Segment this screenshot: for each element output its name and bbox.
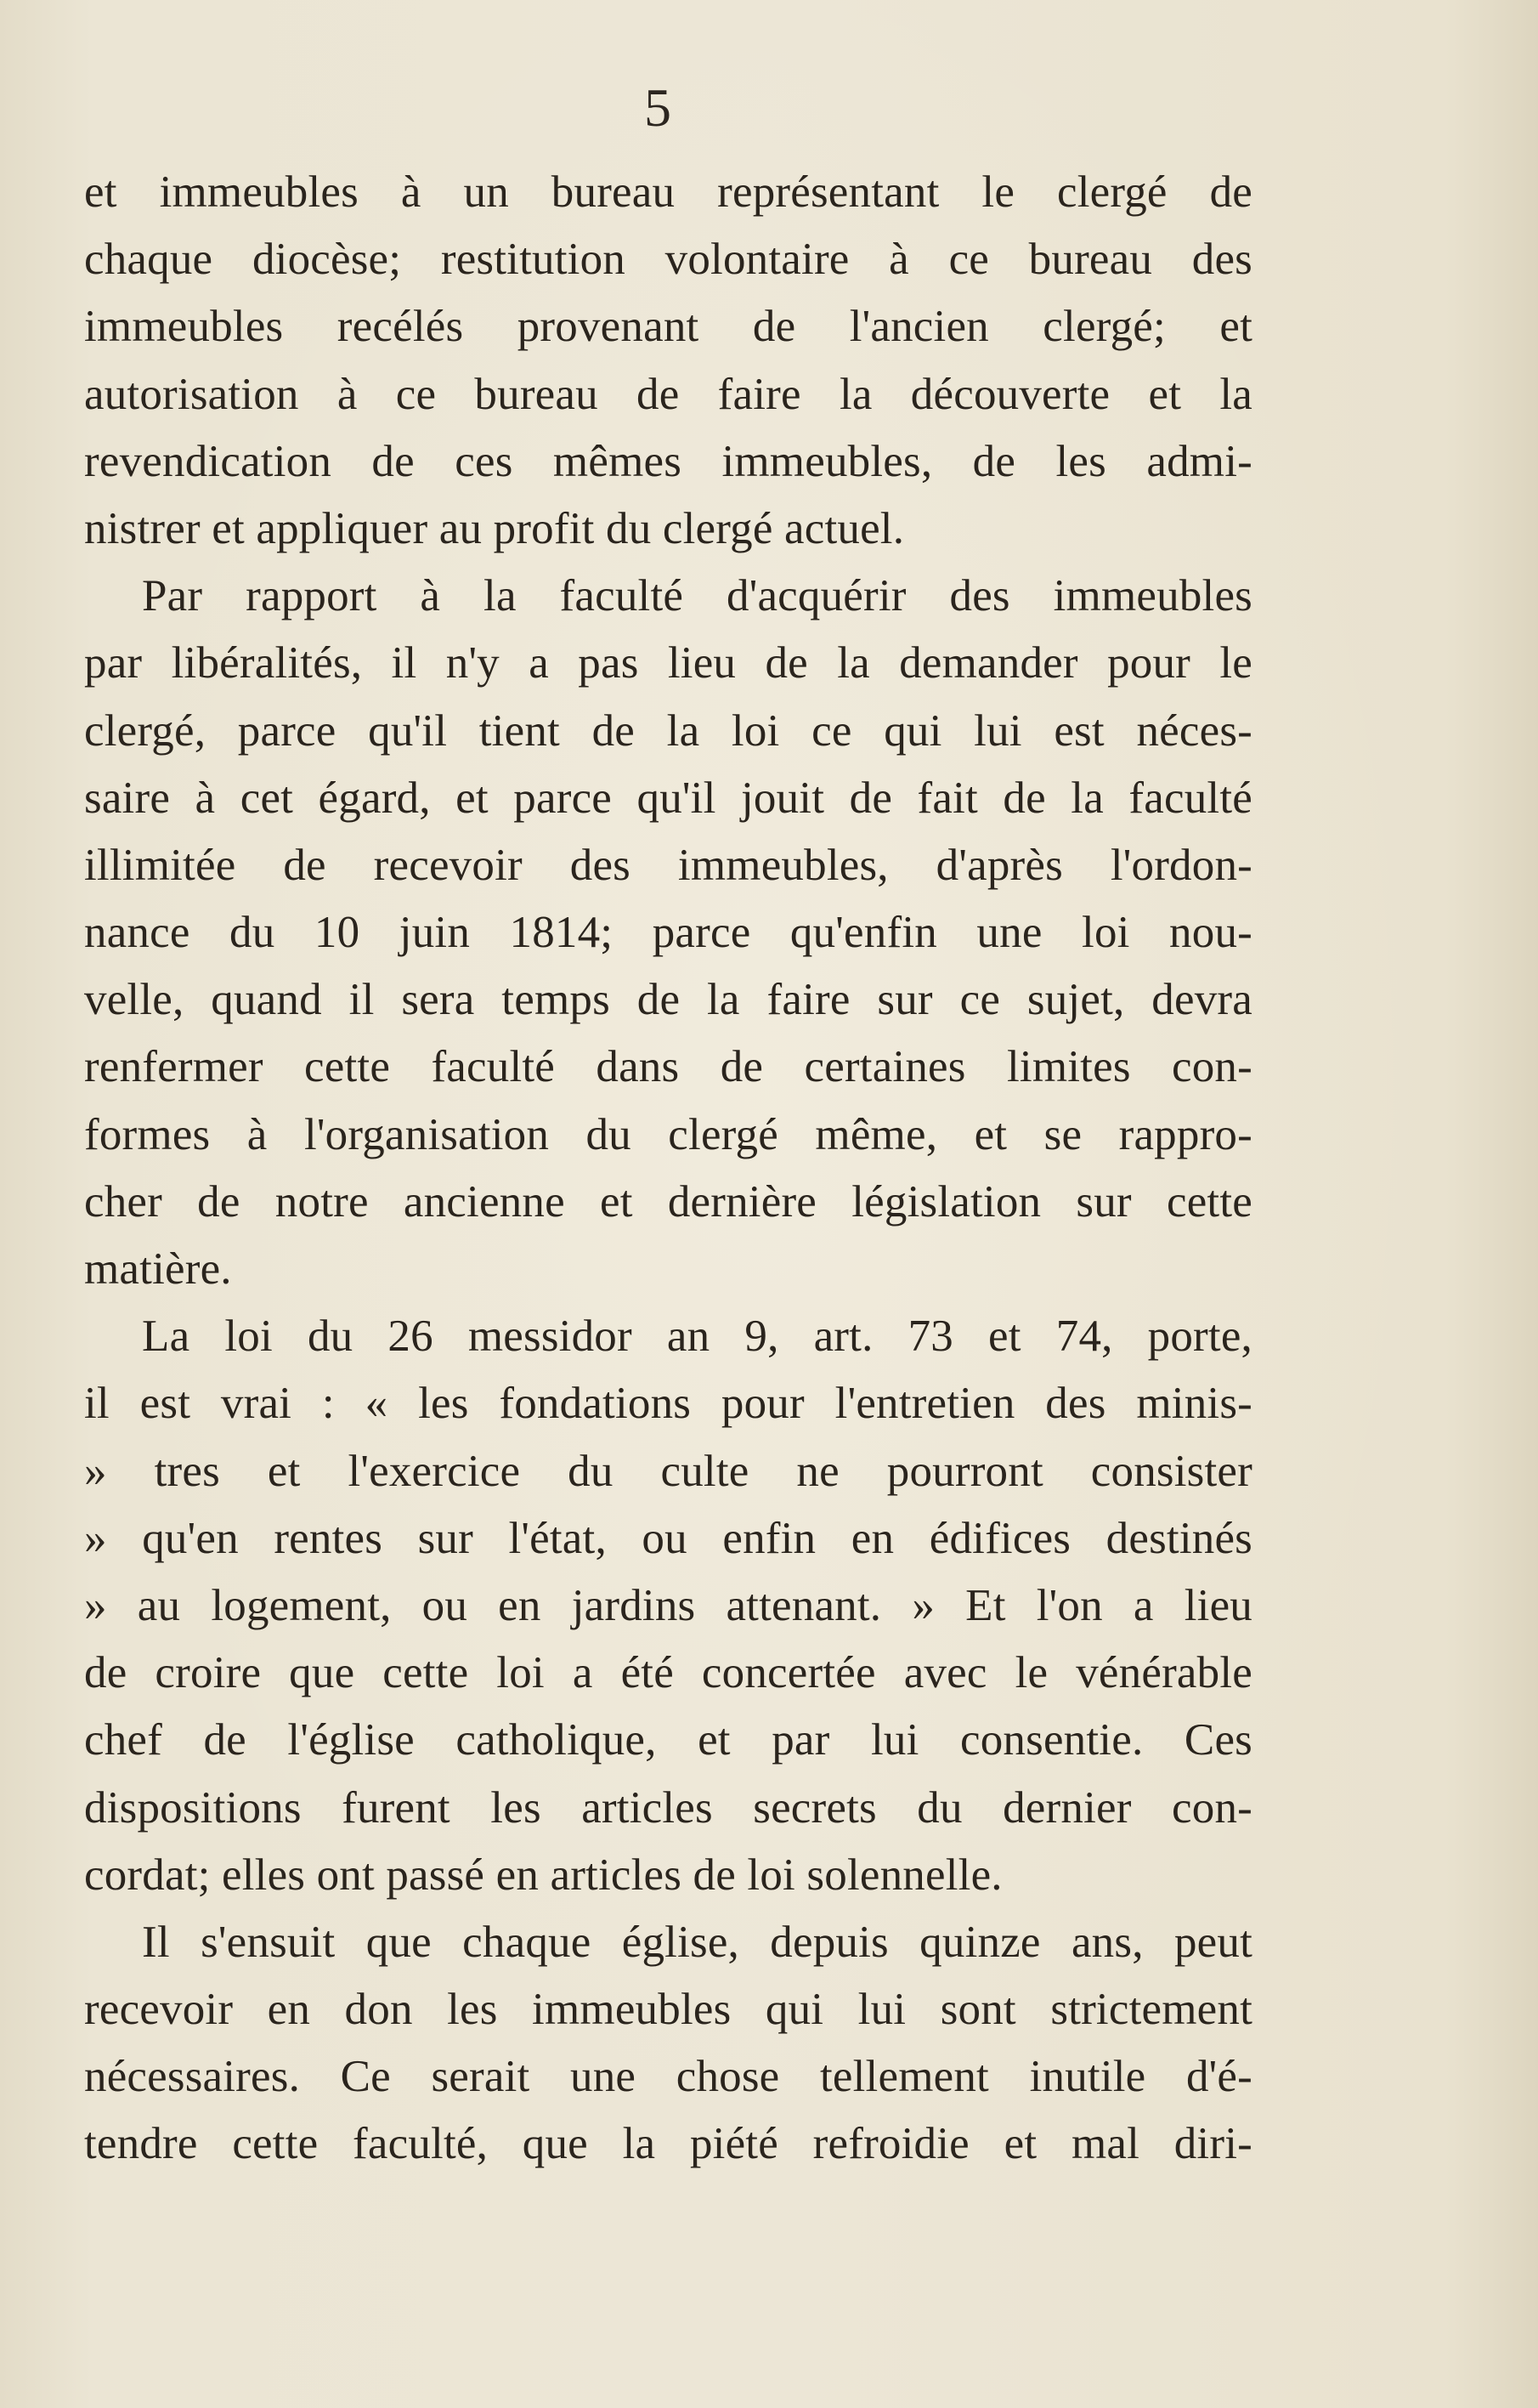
text-line: de croire que cette loi a été concertée avec le vénérable xyxy=(84,1648,1252,1698)
text-line: revendication de ces mêmes immeubles, de les admi- xyxy=(84,436,1252,486)
text-line: La loi du 26 messidor an 9, art. 73 et 74, porte, xyxy=(142,1312,1252,1362)
text-line: autorisation à ce bureau de faire la découverte et la xyxy=(84,369,1252,419)
text-line: cordat; elles ont passé en articles de loi solennelle. xyxy=(84,1850,1003,1900)
text-line: matière. xyxy=(84,1244,232,1294)
text-line: par libéralités, il n'y a pas lieu de la demander pour le xyxy=(84,638,1252,688)
text-line: chef de l'église catholique, et par lui consentie. Ces xyxy=(84,1715,1252,1765)
text-line: Par rapport à la faculté d'acquérir des immeubles xyxy=(142,571,1252,621)
text-line: Il s'ensuit que chaque église, depuis quinze ans, peut xyxy=(142,1917,1252,1967)
text-line: » tres et l'exercice du culte ne pourront consister xyxy=(84,1446,1252,1496)
page-number: 5 xyxy=(644,77,671,138)
text-line: clergé, parce qu'il tient de la loi ce qui lui est néces- xyxy=(84,705,1252,756)
text-line: il est vrai : « les fondations pour l'entretien des minis- xyxy=(84,1379,1252,1429)
text-line: » au logement, ou en jardins attenant. » Et l'on a lieu xyxy=(84,1580,1252,1630)
text-line: formes à l'organisation du clergé même, et se rappro- xyxy=(84,1109,1252,1159)
text-line: recevoir en don les immeubles qui lui sont strictement xyxy=(84,1985,1252,2035)
text-line: velle, quand il sera temps de la faire sur ce sujet, devra xyxy=(84,975,1252,1025)
text-line: et immeubles à un bureau représentant le clergé de xyxy=(84,167,1252,217)
text-line: illimitée de recevoir des immeubles, d'après l'ordon- xyxy=(84,840,1252,890)
text-line: renfermer cette faculté dans de certaines limites con- xyxy=(84,1042,1252,1092)
text-line: nistrer et appliquer au profit du clergé actuel. xyxy=(84,503,905,553)
text-line: cher de notre ancienne et dernière législation sur cette xyxy=(84,1176,1252,1227)
text-line: tendre cette faculté, que la piété refroidie et mal diri- xyxy=(84,2119,1252,2169)
text-line: » qu'en rentes sur l'état, ou enfin en édifices destinés xyxy=(84,1513,1252,1563)
text-line: nécessaires. Ce serait une chose tellement inutile d'é- xyxy=(84,2052,1252,2102)
text-line: saire à cet égard, et parce qu'il jouit de fait de la faculté xyxy=(84,773,1252,823)
text-line: dispositions furent les articles secrets du dernier con- xyxy=(84,1782,1252,1833)
body-text xyxy=(84,159,1252,2179)
text-line: nance du 10 juin 1814; parce qu'enfin une loi nou- xyxy=(84,908,1252,958)
text-line: chaque diocèse; restitution volontaire à ce bureau des xyxy=(84,235,1252,285)
text-line: immeubles recélés provenant de l'ancien clergé; et xyxy=(84,302,1252,352)
